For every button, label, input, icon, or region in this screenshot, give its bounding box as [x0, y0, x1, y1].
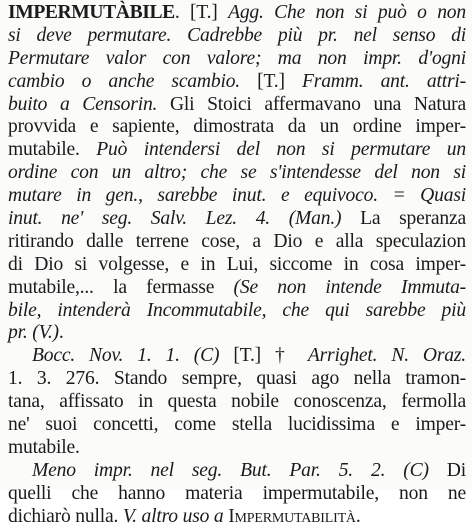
entry-text-span: inut. ne' seg. Salv. Lez. 4. (Man.) — [8, 208, 361, 230]
entry-line-11 — [8, 231, 466, 254]
entry-line-20 — [8, 437, 466, 460]
entry-text-span: 1. 3. 276. Stando sempre, quasi ago nella tramon- — [8, 368, 466, 390]
entry-line-2 — [8, 25, 466, 48]
entry-line-12 — [8, 254, 466, 277]
entry-text-span: mutare in gen., sarebbe inut. e equivoco. = Quasi — [8, 185, 466, 207]
entry-line-17 — [8, 368, 466, 391]
entry-text-span: ritirando dalle terrene cose, a Dio e alla speculazion — [8, 230, 466, 252]
entry-text-span: ne' suoi concetti, come stella lucidissima e imper- — [8, 414, 466, 436]
entry-line-13 — [8, 277, 466, 300]
entry-text-span: [T.] † — [233, 345, 308, 367]
entry-text-span: Meno impr. nel seg. But. Par. 5. 2. (C) — [32, 459, 447, 481]
entry-text-span: bile, intenderà Incommutabile, che qui sarebbe più — [8, 299, 466, 321]
entry-text-span: Arrighet. N. Oraz. — [307, 345, 466, 367]
entry-line-10 — [8, 208, 466, 231]
entry-text-span: buito a Censorin. — [8, 93, 170, 115]
entry-line-7 — [8, 139, 466, 162]
entry-text-span: quelli che hanno materia impermutabile, non ne — [8, 482, 466, 504]
headword: IMPERMUTÀBILE — [8, 2, 175, 23]
entry-text-span: di Dio si volgesse, e in Lui, siccome in cosa imper- — [8, 253, 466, 275]
entry-line-3 — [8, 48, 466, 71]
entry-text-span: provvida e sapiente, dimostrata da un ordine imper- — [8, 116, 466, 138]
entry-line-22 — [8, 483, 466, 506]
entry-text-span: V. altro uso a — [122, 505, 229, 527]
entry-line-8 — [8, 162, 466, 185]
entry-text-span: mutabile. — [8, 436, 80, 458]
entry-text-span: La speranza — [360, 208, 466, 230]
entry-line-4 — [8, 71, 466, 94]
entry-line-19 — [8, 414, 466, 437]
entry-line-18 — [8, 391, 466, 414]
entry-text-span: . — [355, 505, 361, 527]
entry-text-span: pr. (V.) — [8, 322, 59, 344]
entry-text-span: Permutare valor con valore; ma non impr. d'ogni — [8, 47, 466, 69]
entry-line-21 — [8, 460, 466, 483]
cross-reference-term: Impermutabilità — [228, 505, 356, 527]
entry-text-span: [T.] — [257, 70, 303, 92]
entry-text-span: cambio o anche scambio. — [8, 70, 258, 92]
entry-text-span: (Se non intende Immuta- — [233, 276, 466, 298]
entry-text-span: ordine con un altro; che se s'intendesse del non si — [8, 162, 466, 184]
dictionary-entry-impermutabile — [8, 2, 466, 528]
entry-text-span: . [T.] — [174, 2, 229, 23]
entry-text-span: si deve permutare. Cadrebbe più pr. nel senso di — [8, 24, 466, 46]
entry-text-span: Bocc. Nov. 1. 1. (C) — [32, 345, 234, 367]
entry-text-span: Framm. ant. attri- — [302, 70, 466, 92]
entry-line-14 — [8, 300, 466, 323]
entry-text-span: Agg. Che non si può o non — [228, 2, 466, 23]
entry-line-23 — [8, 506, 466, 529]
entry-line-6 — [8, 116, 466, 139]
entry-text-span: mutabile. — [8, 139, 97, 161]
entry-text-span: dichiarò nulla. — [8, 505, 123, 527]
entry-text-span: Di — [446, 459, 466, 481]
entry-text-span: mutabile,... la fermasse — [8, 276, 234, 298]
entry-text-span: . — [58, 322, 64, 344]
entry-line-9 — [8, 185, 466, 208]
entry-text-span: tana, affissato in questa nobile conoscenza, fermolla — [8, 391, 466, 413]
entry-line-1 — [8, 2, 466, 25]
entry-line-15 — [8, 322, 466, 345]
entry-line-16 — [8, 345, 466, 368]
entry-text-span: Può intendersi del non si permutare un — [96, 139, 466, 161]
entry-text-span: Gli Stoici affermavano una Natura — [169, 93, 466, 115]
entry-line-5 — [8, 94, 466, 117]
